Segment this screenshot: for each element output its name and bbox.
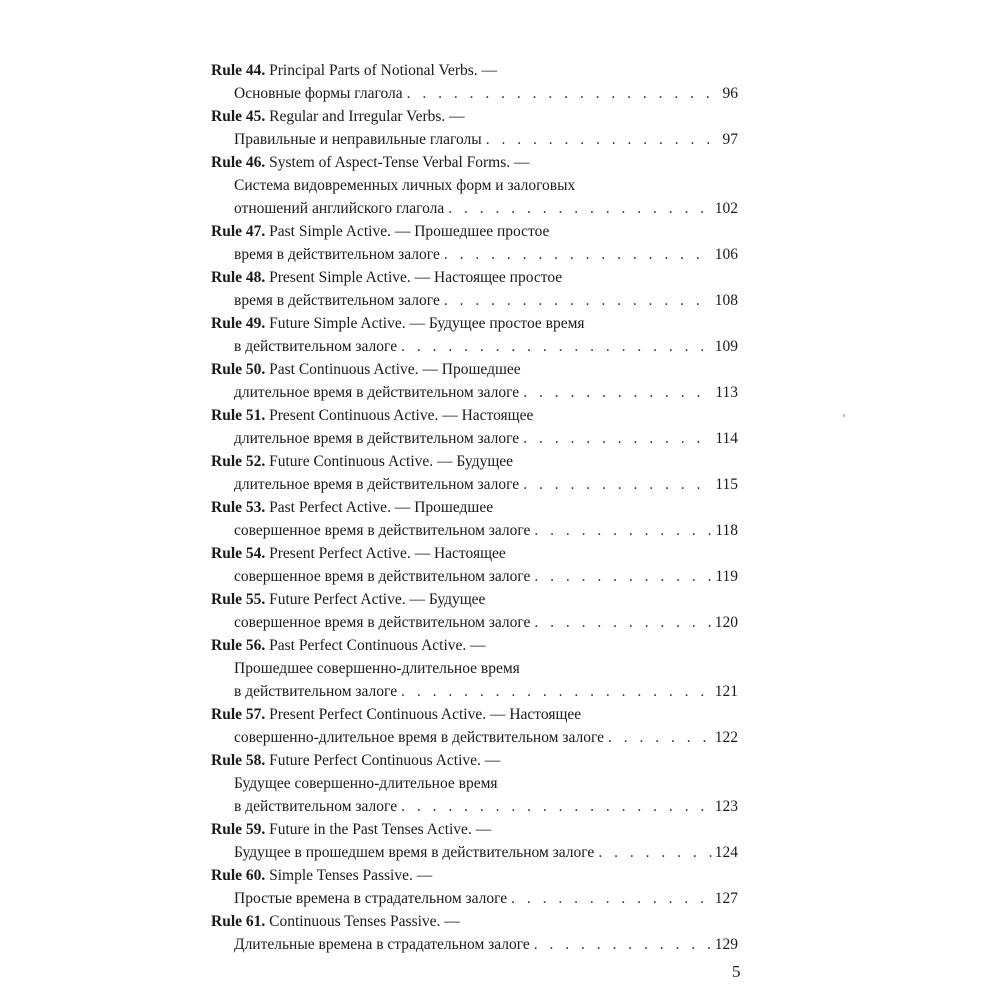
toc-entry xyxy=(211,542,738,588)
rule-number: Rule 55. xyxy=(211,591,266,608)
rule-number: Rule 45. xyxy=(211,108,266,125)
toc-entry-subtitle: Длительные времена в страдательном залоге xyxy=(234,936,530,953)
toc-entry-text: Future Perfect Active. — Будущее xyxy=(269,591,486,608)
toc-entry xyxy=(211,404,738,450)
toc-entry-title-line xyxy=(211,864,738,887)
toc-entry xyxy=(211,105,738,151)
toc-entry-subtitle: совершенно-длительное время в действительном залоге xyxy=(234,729,604,746)
rule-number: Rule 50. xyxy=(211,361,266,378)
toc-entry-last-line xyxy=(211,82,738,105)
toc-entry-page: 108 xyxy=(714,292,738,309)
toc-entry-last-line xyxy=(211,887,738,910)
toc-entry-subtitle: длительное время в действительном залоге xyxy=(234,476,520,493)
toc-entry-page: 114 xyxy=(715,430,738,447)
toc-entry-subtitle: длительное время в действительном залоге xyxy=(234,430,520,447)
toc-entry-last-line xyxy=(211,128,738,151)
toc-entry-page: 118 xyxy=(715,522,738,539)
dot-leader xyxy=(444,197,712,220)
dot-leader xyxy=(519,473,712,496)
toc-entry-page: 109 xyxy=(714,338,738,355)
dot-leader xyxy=(397,335,712,358)
toc-entry-subtitle: Правильные и неправильные глаголы xyxy=(234,131,482,148)
toc-entry xyxy=(211,588,738,634)
toc-entry-subtitle: в действительном залоге xyxy=(234,683,398,700)
rule-number: Rule 46. xyxy=(211,154,266,171)
toc-entry-last-line xyxy=(211,243,738,266)
dot-leader xyxy=(530,611,712,634)
toc-entry xyxy=(211,496,738,542)
toc-entry-title-line xyxy=(211,450,738,473)
dot-leader xyxy=(519,427,712,450)
toc-entry-last-line xyxy=(211,335,738,358)
dot-leader xyxy=(507,887,712,910)
toc-entry-page: 120 xyxy=(714,614,738,631)
paper-speck xyxy=(843,414,845,417)
toc-entry-text: Regular and Irregular Verbs. — xyxy=(269,108,465,125)
toc-entry xyxy=(211,358,738,404)
toc-entry-last-line xyxy=(211,795,738,818)
toc-entry xyxy=(211,266,738,312)
toc-entry-title-line xyxy=(211,588,738,611)
toc-entry-text: Future in the Past Tenses Active. — xyxy=(269,821,492,838)
toc-entry-title-line xyxy=(211,703,738,726)
toc-entry-title-line xyxy=(211,634,738,657)
dot-leader xyxy=(397,680,712,703)
toc-entry-title-line xyxy=(211,818,738,841)
rule-number: Rule 60. xyxy=(211,867,266,884)
toc-entry-page: 106 xyxy=(714,246,738,263)
toc-entry-continuation-line xyxy=(211,772,738,795)
toc-entry xyxy=(211,220,738,266)
rule-number: Rule 61. xyxy=(211,913,266,930)
toc-entry-last-line xyxy=(211,289,738,312)
dot-leader xyxy=(530,519,712,542)
toc-entry-text: Future Simple Active. — Будущее простое время xyxy=(269,315,585,332)
rule-number: Rule 57. xyxy=(211,706,266,723)
toc-entry-page: 102 xyxy=(714,200,738,217)
toc-entry-subtitle: совершенное время в действительном залоге xyxy=(234,522,531,539)
toc-entry-text: System of Aspect-Tense Verbal Forms. — xyxy=(269,154,530,171)
toc-entry-page: 119 xyxy=(715,568,738,585)
toc-entry-text: Future Continuous Active. — Будущее xyxy=(269,453,514,470)
rule-number: Rule 47. xyxy=(211,223,266,240)
toc-entry xyxy=(211,864,738,910)
toc-entry-text: Principal Parts of Notional Verbs. — xyxy=(269,62,498,79)
toc-entry-title-line xyxy=(211,910,738,933)
page-number: 5 xyxy=(732,962,741,981)
toc-entry-text: Прошедшее совершенно-длительное время xyxy=(234,660,520,677)
toc-entry-text: Система видовременных личных форм и залоговых xyxy=(234,177,576,194)
toc-entry-continuation-line xyxy=(211,657,738,680)
toc-entry-subtitle: Основные формы глагола xyxy=(234,85,403,102)
toc-entry-last-line xyxy=(211,381,738,404)
dot-leader xyxy=(530,565,712,588)
toc-entry-text: Past Continuous Active. — Прошедшее xyxy=(269,361,521,378)
rule-number: Rule 52. xyxy=(211,453,266,470)
toc-entry-subtitle: совершенное время в действительном залоге xyxy=(234,614,531,631)
dot-leader xyxy=(594,841,712,864)
toc-entry-page: 122 xyxy=(714,729,738,746)
toc-entry-page: 123 xyxy=(714,798,738,815)
dot-leader xyxy=(440,289,712,312)
dot-leader xyxy=(440,243,712,266)
toc-entry-title-line xyxy=(211,59,738,82)
toc-entry-last-line xyxy=(211,197,738,220)
toc-entry-page: 121 xyxy=(714,683,738,700)
toc-entry-text: Future Perfect Continuous Active. — xyxy=(269,752,501,769)
toc-entry xyxy=(211,151,738,220)
rule-number: Rule 59. xyxy=(211,821,266,838)
toc-entry-title-line xyxy=(211,266,738,289)
dot-leader xyxy=(482,128,712,151)
toc-entry-text: Continuous Tenses Passive. — xyxy=(269,913,460,930)
toc-entry-text: Present Perfect Active. — Настоящее xyxy=(269,545,506,562)
toc-entry-page: 113 xyxy=(715,384,738,401)
rule-number: Rule 44. xyxy=(211,62,266,79)
toc-entry xyxy=(211,634,738,703)
toc-entry-last-line xyxy=(211,611,738,634)
toc-entry-text: Present Simple Active. — Настоящее простое xyxy=(269,269,563,286)
toc-entry-title-line xyxy=(211,542,738,565)
toc-entry-last-line xyxy=(211,473,738,496)
toc-entry-last-line xyxy=(211,726,738,749)
toc-entry-page: 96 xyxy=(722,85,738,102)
rule-number: Rule 48. xyxy=(211,269,266,286)
toc-entry-page: 127 xyxy=(714,890,738,907)
toc-entry-text: Past Simple Active. — Прошедшее простое xyxy=(269,223,550,240)
toc-entry-text: Будущее совершенно-длительное время xyxy=(234,775,498,792)
toc-entry xyxy=(211,703,738,749)
toc-entry-title-line xyxy=(211,105,738,128)
toc-entry-title-line xyxy=(211,358,738,381)
toc-entry-continuation-line xyxy=(211,174,738,197)
dot-leader xyxy=(519,381,712,404)
dot-leader xyxy=(397,795,712,818)
table-of-contents xyxy=(211,59,738,956)
toc-entry-subtitle: совершенное время в действительном залоге xyxy=(234,568,531,585)
rule-number: Rule 58. xyxy=(211,752,266,769)
toc-entry-text: Past Perfect Active. — Прошедшее xyxy=(269,499,494,516)
toc-entry-last-line xyxy=(211,427,738,450)
toc-entry-last-line xyxy=(211,841,738,864)
rule-number: Rule 53. xyxy=(211,499,266,516)
dot-leader xyxy=(403,82,712,105)
toc-entry-text: Present Continuous Active. — Настоящее xyxy=(269,407,534,424)
toc-entry-text: Past Perfect Continuous Active. — xyxy=(269,637,486,654)
toc-entry-last-line xyxy=(211,680,738,703)
toc-entry-subtitle: в действительном залоге xyxy=(234,798,398,815)
rule-number: Rule 54. xyxy=(211,545,266,562)
toc-entry-page: 115 xyxy=(715,476,738,493)
toc-entry-title-line xyxy=(211,312,738,335)
toc-entry xyxy=(211,450,738,496)
toc-entry-subtitle: длительное время в действительном залоге xyxy=(234,384,520,401)
toc-entry xyxy=(211,749,738,818)
toc-entry-last-line xyxy=(211,519,738,542)
toc-entry-subtitle: время в действительном залоге xyxy=(234,246,440,263)
toc-entry-title-line xyxy=(211,220,738,243)
rule-number: Rule 49. xyxy=(211,315,266,332)
toc-entry-last-line xyxy=(211,933,738,956)
toc-entry xyxy=(211,910,738,956)
toc-entry-subtitle: Простые времена в страдательном залоге xyxy=(234,890,508,907)
toc-entry-subtitle: отношений английского глагола xyxy=(234,200,445,217)
toc-entry-title-line xyxy=(211,749,738,772)
toc-entry xyxy=(211,59,738,105)
toc-entry-text: Simple Tenses Passive. — xyxy=(269,867,433,884)
toc-entry xyxy=(211,818,738,864)
toc-entry-page: 124 xyxy=(714,844,738,861)
toc-entry-title-line xyxy=(211,404,738,427)
rule-number: Rule 56. xyxy=(211,637,266,654)
toc-entry-subtitle: в действительном залоге xyxy=(234,338,398,355)
dot-leader xyxy=(530,933,712,956)
toc-entry xyxy=(211,312,738,358)
rule-number: Rule 51. xyxy=(211,407,266,424)
toc-entry-text: Present Perfect Continuous Active. — Настоящее xyxy=(269,706,582,723)
toc-entry-title-line xyxy=(211,496,738,519)
toc-entry-last-line xyxy=(211,565,738,588)
toc-entry-title-line xyxy=(211,151,738,174)
toc-entry-page: 129 xyxy=(714,936,738,953)
toc-entry-subtitle: Будущее в прошедшем время в действительном залоге xyxy=(234,844,595,861)
toc-entry-subtitle: время в действительном залоге xyxy=(234,292,440,309)
dot-leader xyxy=(604,726,712,749)
toc-entry-page: 97 xyxy=(722,131,738,148)
